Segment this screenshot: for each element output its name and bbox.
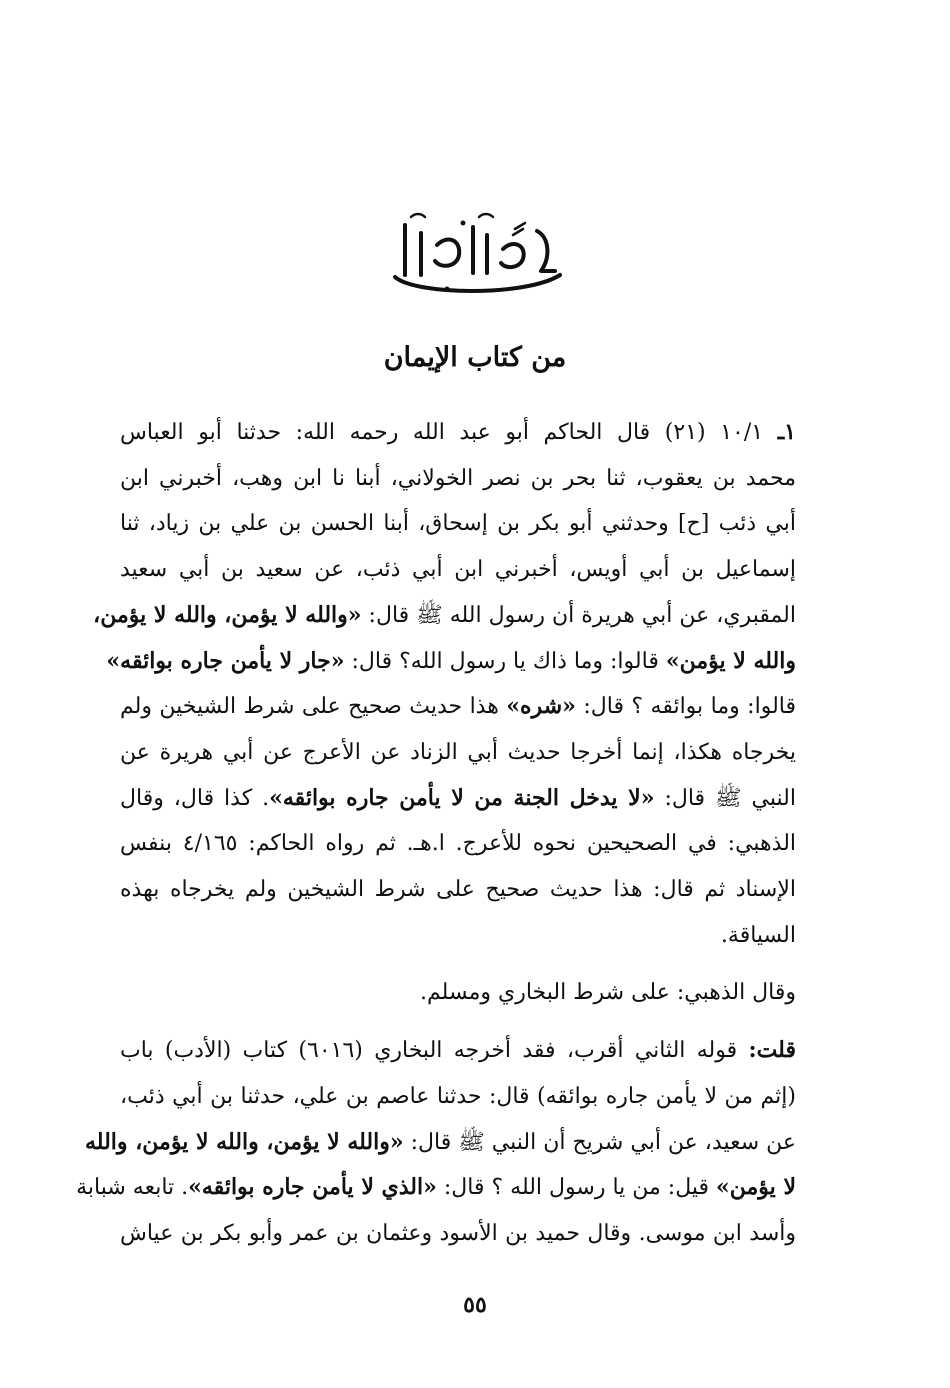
- hadith-quote: «لا يدخل الجنة من لا يأمن جاره بوائقه»: [269, 784, 655, 811]
- hadith-quote: «شره»: [506, 693, 576, 720]
- section-heading: من كتاب الإيمان: [383, 342, 567, 373]
- paragraph-2: [120, 970, 838, 1016]
- text-line: (إثم من لا يأمن جاره بوائقه) قال: حدثنا عاصم بن علي، حدثنا بن أبي ذئب،: [120, 1083, 796, 1109]
- text-span: النبي ﷺ قال:: [664, 785, 796, 811]
- text-span: هذا حديث صحيح على شرط الشيخين ولم: [120, 694, 499, 720]
- text-line: السياقة.: [720, 922, 796, 948]
- text-line: [76, 1165, 838, 1211]
- text-line: محمد بن يعقوب، ثنا بحر بن نصر الخولاني، أبنا نا ابن وهب، أخبرني ابن: [120, 465, 796, 491]
- hadith-number: ١ـ: [777, 419, 796, 445]
- text-span: عن سعيد، عن أبي شريح أن النبي ﷺ قال:: [410, 1129, 796, 1155]
- text-line: وقال الذهبي: على شرط البخاري ومسلم.: [420, 980, 796, 1006]
- text-line: الإسناد ثم قال: هذا حديث صحيح على شرط الشيخين ولم يخرجاه بهذه: [120, 877, 796, 903]
- text-line: [93, 593, 838, 639]
- text-line: إسماعيل بن أبي أويس، أخبرني ابن أبي ذئب، عن سعيد بن أبي سعيد: [120, 557, 796, 583]
- text-line: وأسد ابن موسى. وقال حميد بن الأسود وعثمان بن عمر وأبو بكر بن عياش: [120, 1220, 796, 1246]
- text-span: ١٠/١ (٢١) قال الحاكم أبو عبد الله رحمه الله: حدثنا أبو العباس: [120, 420, 764, 445]
- text-line: [120, 410, 838, 456]
- paragraph-1: [93, 410, 838, 958]
- text-span: المقبري، عن أبي هريرة أن رسول الله ﷺ قال:: [368, 602, 796, 628]
- text-span: قالوا: وما ذاك يا رسول الله؟ قال:: [351, 648, 659, 674]
- text-line: أبي ذئب [ح] وحدثني أبو بكر بن إسحاق، أبنا الحسن بن علي بن زياد، ثنا: [120, 511, 796, 537]
- hadith-quote: «الذي لا يأمن جاره بوائقه»: [188, 1174, 437, 1201]
- text-span: . تابعه شبابة: [76, 1175, 189, 1201]
- text-span: قوله الثاني أقرب، فقد أخرجه البخاري (٦٠١٦) كتاب (الأدب) باب: [120, 1038, 738, 1064]
- hadith-quote: والله لا يؤمن»: [665, 647, 796, 674]
- text-span: قالوا: وما بوائقه ؟ قال:: [583, 694, 796, 720]
- part-title-calligraphy: [375, 205, 575, 305]
- note-label: قلت:: [748, 1037, 796, 1064]
- main-text: [76, 410, 838, 1257]
- page-number: ٥٥: [463, 1292, 487, 1318]
- hadith-quote: «والله لا يؤمن، والله لا يؤمن،: [93, 601, 362, 628]
- text-span: قيل: من يا رسول الله ؟ قال:: [443, 1175, 710, 1201]
- text-line: يخرجاه هكذا، إنما أخرجا حديث أبي الزناد عن الأعرج عن أبي هريرة عن: [120, 739, 796, 765]
- hadith-quote: لا يؤمن»: [716, 1174, 796, 1201]
- paragraph-3: [76, 1028, 838, 1257]
- hadith-quote: «والله لا يؤمن، والله لا يؤمن، والله: [85, 1128, 404, 1155]
- hadith-quote: «جار لا يأمن جاره بوائقه»: [106, 647, 345, 674]
- text-line: [85, 1120, 838, 1166]
- text-span: . كذا قال، وقال: [120, 785, 270, 811]
- text-line: [120, 1028, 838, 1074]
- text-line: [120, 776, 838, 822]
- text-line: [120, 684, 838, 730]
- text-line: [106, 639, 838, 685]
- text-line: الذهبي: في الصحيحين نحوه للأعرج. ا.هـ. ثم رواه الحاكم: ٤/١٦٥ بنفس: [120, 831, 797, 857]
